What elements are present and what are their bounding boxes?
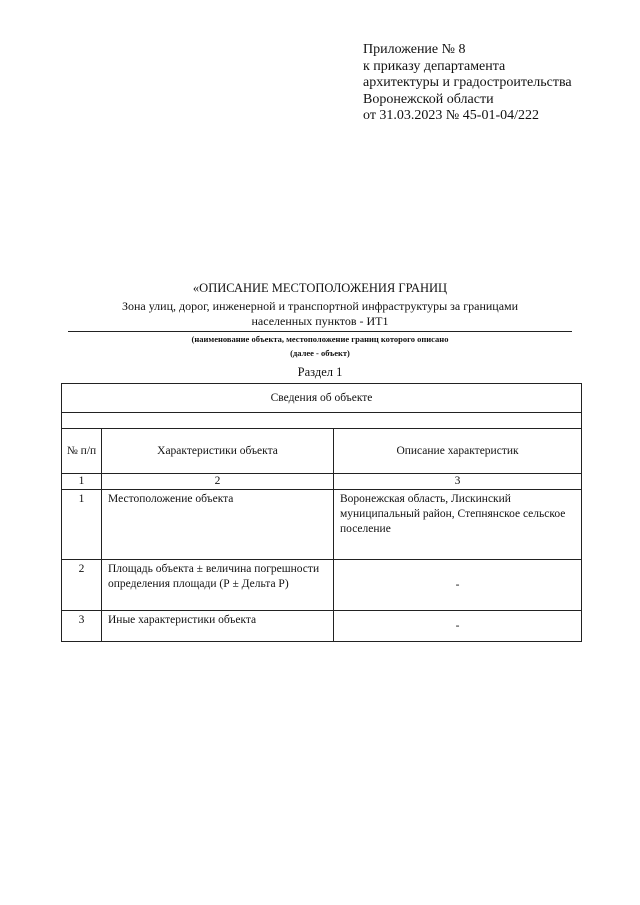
section-heading: Раздел 1 [297,365,343,379]
appendix-line: от 31.03.2023 № 45-01-04/222 [363,108,540,123]
empty-row [62,413,582,429]
row-num: 2 [62,560,102,611]
appendix-line: архитектуры и градостроительства [363,75,572,90]
header-description: Описание характеристик [334,429,582,474]
object-info-table [61,383,582,642]
table-row [62,560,582,611]
header-characteristic: Характеристики объекта [102,429,334,474]
row-name: Площадь объекта ± величина погрешности определения площади (Р ± Дельта Р) [102,560,334,611]
table-row [62,490,582,560]
name-footnote: (наименование объекта, местоположение границ которого описано [191,334,449,344]
column-number: 3 [334,474,582,490]
column-number: 1 [62,474,102,490]
name-footnote: (далее - объект) [290,348,350,358]
row-value: - [334,560,582,611]
document-title: «ОПИСАНИЕ МЕСТОПОЛОЖЕНИЯ ГРАНИЦ [192,281,448,295]
row-value: - [334,611,582,642]
table-row [62,611,582,642]
object-name-line: населенных пунктов - ИТ1 [251,314,389,328]
table-caption: Сведения об объекте [62,384,582,413]
row-value: Воронежская область, Лискинский муниципальный район, Степнянское сельское поселение [334,490,582,560]
header-num: № п/п [62,429,102,474]
row-name: Иные характеристики объекта [102,611,334,642]
appendix-block [363,42,572,125]
row-name: Местоположение объекта [102,490,334,560]
appendix-line: к приказу департамента [363,58,506,74]
column-number: 2 [102,474,334,490]
object-name [68,299,572,329]
appendix-line: Воронежской области [363,91,494,107]
appendix-line: Приложение № 8 [363,42,466,57]
row-num: 3 [62,611,102,642]
row-num: 1 [62,490,102,560]
name-underline [68,331,572,332]
object-name-line: Зона улиц, дорог, инженерной и транспортной инфраструктуры за границами [121,299,519,313]
